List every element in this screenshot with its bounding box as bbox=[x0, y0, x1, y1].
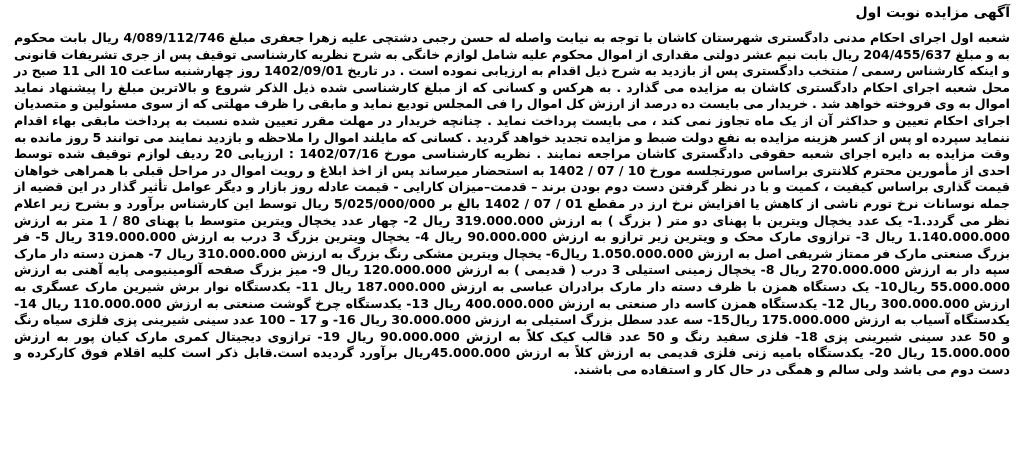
notice-title: آگهی مزایده نوبت اول bbox=[855, 5, 1010, 21]
notice-body: شعبه اول اجرای احکام مدنی دادگستری شهرستان کاشان با توجه به نیابت واصله له حسن رجبی دشتچی علیه زهرا جعفری مبلغ 4/089/112/746 ریال بابت محکوم به و مبلغ 204/455/637 ریال بابت نیم عشر دولتی مقداری از اموال محکوم علیه شامل لوازم خانگی به شرح نظریه کارشناسی توقیف پس از جری تشریفات قانونی و اینکه کارشناس رسمی / منتخب دادگستری پس از بازدید به شرح ذیل اقدام به ارزیابی نموده است . در تاریخ 1402/09/01 روز چهارشنبه ساعت 10 الی 11 صبح در محل شعبه اجرای احکام دادگستری کاشان به مزایده می گذارد . به هرکس و کسانی که از مبلغ کارشناسی شده ذیل الذکر شروع و بالاترین مبلغ را پیشنهاد نماید اموال به وی فروخته خواهد شد . خریدار می بایست ده درصد از ارزش کل اموال را فی المجلس تودیع نماید و مابقی را ظرف مهلتی که از سوی مسئولین و متصدیان اجرای احکام تعیین و حداکثر آن از یک ماه تجاوز نمی کند ، می بایست پرداخت نماید . چنانچه خریدار در مهلت مقرر تعیین شده نسبت به پرداخت مابقی بهاء اقدام ننماید سپرده او پس از کسر هزینه مزایده به نفع دولت ضبط و مزایده تجدید خواهد گردید . کسانی که مایلند اموال را ملاحظه و بازدید نمایند می توانند 5 روز مانده به وقت مزایده به دایره اجرای شعبه حقوقی دادگستری کاشان مراجعه نمایند . نظریه کارشناسی مورخ 1402/07/16 : ارزیابی 20 ردیف لوازم توقیف شده توسط احدی از مأمورین محترم کلانتری براساس صورتجلسه مورخ 10 / 07 / 1402 به استحضار میرساند پس از اخذ ابلاغ و رویت اموال در مراحل قبلی با همراهی خواهان قیمت گذاری براساس کیفیت ، کمیت و با در نظر گرفتن دست دوم بودن برند – قدمت–میزان کارایی - قیمت عادله روز بازار و دیگر عوامل تأثیر گذار در این قضیه از جمله نوسانات نرخ تورم ناشی از کاهش یا افزایش نرخ ارز در مقطع 01 / 07 / 1402 بالغ بر 5/025/000/000 ریال توسط این کارشناس برآورد و بشرح زیر اعلام نظر می گردد.1- یک عدد یخچال ویترین با پهنای دو متر ( بزرگ ) به ارزش 319.000.000 ریال 2- چهار عدد یخچال ویترین متوسط با پهنای 80 / 1 متر به ارزش 1.140.000.000 ریال 3- ترازوی مارک محک و ویترین زیر ترازو به ارزش 90.000.000 ریال 4- یخچال ویترین بزرگ 3 درب به ارزش 319.000.000 ریال 5- فر بزرگ صنعتی مارک فر ممتاز شریفی اصل به ارزش 1.050.000.000 ریال6- یخچال ویترین مشکی رنگ بزرگ به ارزش 310.000.000 ریال 7- همزن دسته دار مارک سپه دار به ارزش 270.000.000 ریال 8- یخچال زمینی استیلی 3 درب ( قدیمی ) به ارزش 120.000.000 ریال 9- میز بزرگ صفحه آلومینیومی پایه آهنی به ارزش 55.000.000 ریال10- یک دستگاه همزن با ظرف دسته دار مارک برادران عباسی به ارزش 187.000.000 ریال 11- یکدستگاه نوار برش شیرین مارک عسگری به ارزش 300.000.000 ریال 12- یکدستگاه همزن کاسه دار صنعتی به ارزش 400.000.000 ریال 13- یکدستگاه چرخ گوشت صنعتی به ارزش 110.000.000 ریال 14- یکدستگاه آسیاب به ارزش 175.000.000 ریال15- سه عدد سطل بزرگ استیلی به ارزش 30.000.000 ریال 16- و 17 – 100 عدد سینی شیرینی پزی فلزی سیاه رنگ و 50 عدد سینی شیرینی پزی 18- فلزی سفید رنگ و 50 عدد قالب کیک کلاً به ارزش 90.000.000 ریال 19- ترازوی دیجیتال کمری مارک کیان پور به ارزش 15.000.000 ریال 20- یکدستگاه بامیه زنی فلزی قدیمی به ارزش کلاً به ارزش 45.000.000ریال برآورد گردیده است.قابل ذکر است کلیه اقلام فوق کارکرده و دست دوم می باشد ولی سالم و همگی در حال کار و استفاده می باشند. bbox=[14, 30, 1011, 377]
